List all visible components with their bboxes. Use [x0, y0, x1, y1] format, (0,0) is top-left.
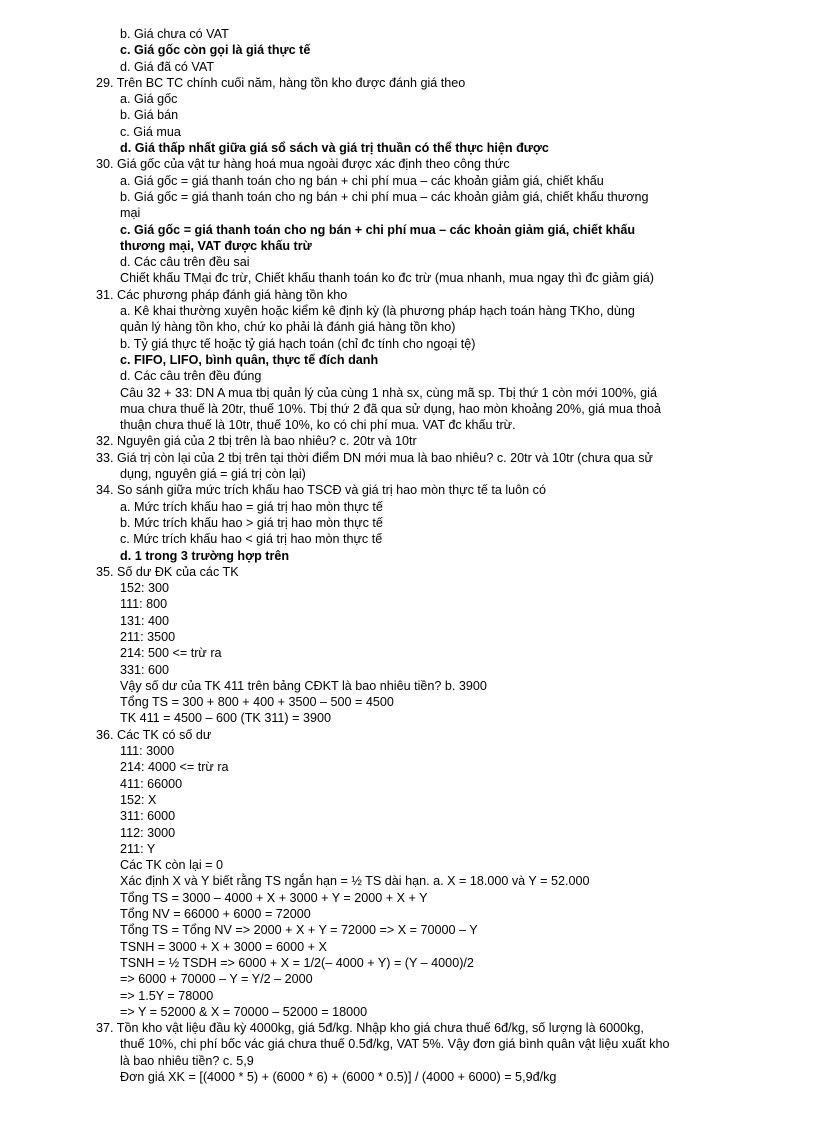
text-line: a. Giá gốc = giá thanh toán cho ng bán + chi phí mua – các khoản giảm giá, chiết khấu	[120, 173, 604, 188]
text-line: => 1.5Y = 78000	[120, 988, 214, 1003]
text-line: là bao nhiêu tiền? c. 5,9	[120, 1053, 254, 1068]
question-line: 31. Các phương pháp đánh giá hàng tồn kho	[96, 287, 348, 302]
text-line: => Y = 52000 & X = 70000 – 52000 = 18000	[120, 1004, 368, 1019]
text-line: thuế 10%, chi phí bốc vác giá chưa thuế 0.5đ/kg, VAT 5%. Vậy đơn giá bình quân vật liệu xuất kho	[120, 1037, 670, 1052]
text-line: Xác định X và Y biết rằng TS ngắn hạn = ½ TS dài hạn. a. X = 18.000 và Y = 52.000	[120, 874, 590, 889]
text-line: b. Giá chưa có VAT	[120, 27, 229, 41]
question-line: 30. Giá gốc của vật tư hàng hoá mua ngoài được xác định theo công thức	[96, 157, 510, 172]
text-line: mua chưa thuế là 20tr, thuế 10%. Tbị thứ 2 đã qua sử dụng, hao mòn khoảng 20%, giá mua thoả	[120, 401, 662, 416]
text-line: 111: 800	[120, 597, 168, 612]
text-line: c. Giá gốc = giá thanh toán cho ng bán + chi phí mua – các khoản giảm giá, chiết khấu	[120, 222, 636, 237]
question-line: 32. Nguyên giá của 2 tbị trên là bao nhiêu? c. 20tr và 10tr	[96, 434, 417, 449]
text-line: a. Kê khai thường xuyên hoặc kiểm kê định kỳ (là phương pháp hạch toán hàng TKho, dùng	[120, 304, 635, 319]
text-line: 331: 600	[120, 662, 170, 677]
text-line: Vậy số dư của TK 411 trên bảng CĐKT là bao nhiêu tiền? b. 3900	[120, 678, 487, 693]
text-line: 411: 66000	[120, 776, 183, 791]
question-line: 36. Các TK có số dư	[96, 727, 212, 742]
text-line: quản lý hàng tồn kho, chứ ko phải là đánh giá hàng tồn kho)	[120, 320, 456, 335]
text-line: Tổng TS = 300 + 800 + 400 + 3500 – 500 = 4500	[120, 695, 394, 710]
text-line: c. Mức trích khấu hao < giá trị hao mòn thực tế	[120, 532, 383, 547]
text-line: thuận chưa thuế là 10tr, thuế 10%, ko có chi phí mua. VAT đc khấu trừ.	[120, 418, 516, 433]
text-line: Các TK còn lại = 0	[120, 858, 224, 873]
text-line: thương mại, VAT được khấu trừ	[120, 238, 312, 253]
text-line: 111: 3000	[120, 744, 175, 759]
text-line: b. Giá bán	[120, 108, 179, 123]
text-line: b. Mức trích khấu hao > giá trị hao mòn thực tế	[120, 515, 383, 530]
text-line: 152: 300	[120, 581, 170, 596]
text-line: b. Tỷ giá thực tế hoặc tỷ giá hạch toán (chỉ đc tính cho ngoại tệ)	[120, 336, 476, 351]
text-line: Câu 32 + 33: DN A mua tbị quản lý của cùng 1 nhà sx, cùng mã sp. Tbị thứ 1 còn mới 100%, giá	[120, 385, 657, 400]
text-line: => 6000 + 70000 – Y = Y/2 – 2000	[120, 972, 313, 987]
text-line: d. Giá thấp nhất giữa giá sổ sách và giá trị thuần có thể thực hiện được	[120, 141, 549, 156]
text-line: Tổng NV = 66000 + 6000 = 72000	[120, 907, 311, 922]
question-line: 35. Số dư ĐK của các TK	[96, 564, 239, 579]
text-line: c. Giá mua	[120, 124, 181, 139]
text-line: mại	[120, 206, 141, 221]
text-line: a. Mức trích khấu hao = giá trị hao mòn thực tế	[120, 499, 383, 514]
text-line: 131: 400	[120, 613, 170, 628]
document-body	[96, 26, 736, 1085]
text-line: b. Giá gốc = giá thanh toán cho ng bán + chi phí mua – các khoản giảm giá, chiết khấu thương	[120, 189, 649, 204]
text-line: a. Giá gốc	[120, 92, 178, 107]
question-line: 34. So sánh giữa mức trích khấu hao TSCĐ và giá trị hao mòn thực tế ta luôn có	[96, 483, 546, 498]
text-line: d. Các câu trên đều sai	[120, 255, 250, 270]
text-line: c. Giá gốc còn gọi là giá thực tế	[120, 43, 311, 58]
text-line: dụng, nguyên giá = giá trị còn lại)	[120, 467, 306, 482]
text-line: 311: 6000	[120, 809, 176, 824]
text-line: 112: 3000	[120, 825, 176, 840]
text-line: 211: 3500	[120, 629, 176, 644]
text-line: 152: X	[120, 792, 157, 807]
text-line: d. Các câu trên đều đúng	[120, 369, 262, 384]
text-line: 214: 4000 <= trừ ra	[120, 760, 229, 775]
text-line: d. 1 trong 3 trường hợp trên	[120, 548, 290, 563]
question-line: 33. Giá trị còn lại của 2 tbị trên tại thời điểm DN mới mua là bao nhiêu? c. 20tr và 10tr (chưa qua sử	[96, 450, 653, 465]
question-line: 29. Trên BC TC chính cuối năm, hàng tồn kho được đánh giá theo	[96, 75, 466, 90]
text-line: 211: Y	[120, 841, 156, 856]
text-line: Chiết khấu TMại đc trừ, Chiết khấu thanh toán ko đc trừ (mua nhanh, mua ngay thì đc giảm giá)	[120, 271, 654, 286]
text-line: d. Giá đã có VAT	[120, 59, 215, 74]
text-line: 214: 500 <= trừ ra	[120, 646, 222, 661]
text-line: TK 411 = 4500 – 600 (TK 311) = 3900	[120, 711, 331, 726]
text-line: c. FIFO, LIFO, bình quân, thực tế đích danh	[120, 352, 379, 367]
text-line: Tổng TS = Tổng NV => 2000 + X + Y = 72000 => X = 70000 – Y	[120, 923, 478, 938]
question-line: 37. Tồn kho vật liệu đầu kỳ 4000kg, giá 5đ/kg. Nhập kho giá chưa thuế 6đ/kg, số lượng là 6000kg,	[96, 1021, 644, 1036]
text-line: Đơn giá XK = [(4000 * 5) + (6000 * 6) + (6000 * 0.5)] / (4000 + 6000) = 5,9đ/kg	[120, 1070, 557, 1084]
text-line: TSNH = ½ TSDH => 6000 + X = 1/2(– 4000 + Y) = (Y – 4000)/2	[120, 955, 474, 970]
text-line: TSNH = 3000 + X + 3000 = 6000 + X	[120, 939, 327, 954]
text-line: Tổng TS = 3000 – 4000 + X + 3000 + Y = 2000 + X + Y	[120, 890, 428, 905]
